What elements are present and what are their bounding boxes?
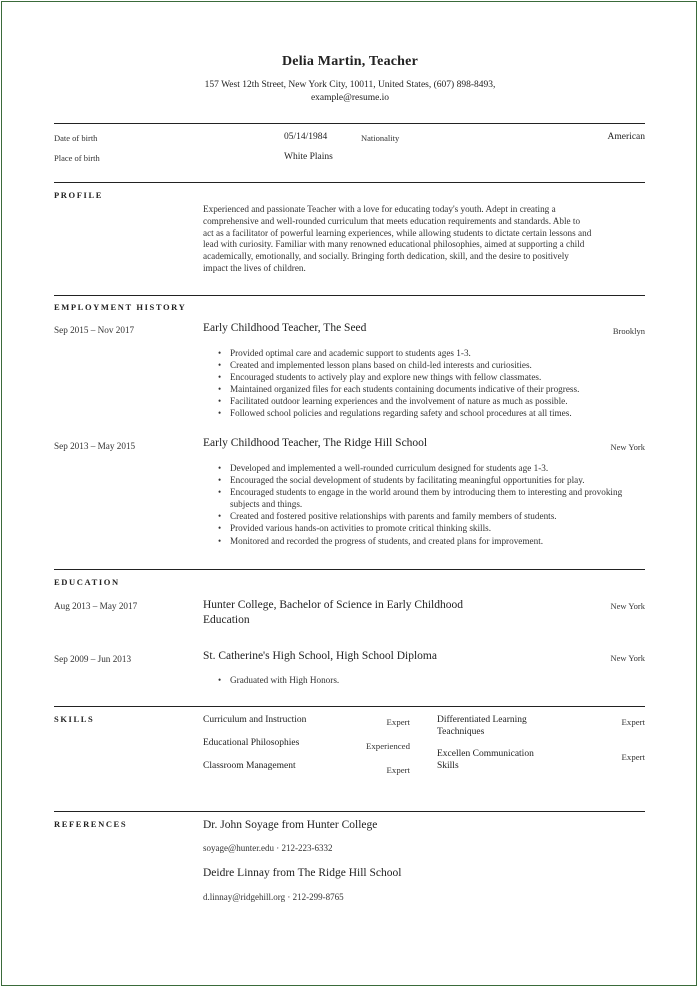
- list-item: • Encouraged students to engage in the world around them by introducing them to interesting and provoking subjects and things.: [216, 486, 641, 510]
- pob-label: Place of birth: [54, 153, 100, 163]
- job-city: New York: [610, 442, 645, 452]
- reference-name: Dr. John Soyage from Hunter College: [203, 819, 378, 831]
- nationality-value: American: [607, 132, 645, 142]
- dob-label: Date of birth: [54, 133, 98, 143]
- skill-level: Expert: [621, 717, 645, 727]
- education-title-line: Hunter College, Bachelor of Science in Early Childhood: [203, 599, 463, 611]
- skill-name: Classroom Management: [203, 761, 296, 771]
- dob-value: 05/14/1984: [284, 132, 328, 142]
- divider: [54, 182, 645, 183]
- education-title: St. Catherine's High School, High School Diploma: [203, 650, 437, 662]
- employment-heading: EMPLOYMENT HISTORY: [54, 302, 187, 312]
- job-title: Early Childhood Teacher, The Seed: [203, 322, 367, 334]
- skill-name: Curriculum and Instruction: [203, 715, 307, 725]
- education-city: New York: [610, 601, 645, 611]
- divider: [54, 569, 645, 570]
- education-dates: Aug 2013 – May 2017: [54, 601, 138, 611]
- skill-level: Expert: [386, 765, 410, 775]
- skill-level: Expert: [621, 752, 645, 762]
- profile-line: impact the lives of children.: [203, 262, 306, 273]
- skill-name-line: Excellen Communication: [437, 749, 534, 759]
- skill-name-line: Differentiated Learning: [437, 715, 527, 725]
- profile-line: academically, emotionally, and socially. Bringing forth dedication, skill, and the desire to positively: [203, 251, 569, 262]
- profile-line: Experienced and passionate Teacher with a love for educating today's youth. Adept in creating a: [203, 204, 556, 214]
- list-item: • Graduated with High Honors.: [216, 674, 516, 686]
- skill-level: Expert: [386, 717, 410, 727]
- job-dates: Sep 2013 – May 2015: [54, 441, 136, 451]
- skill-name-line: Skills: [437, 761, 459, 771]
- divider: [54, 123, 645, 124]
- job-bullets: [216, 347, 646, 420]
- job-title: Early Childhood Teacher, The Ridge Hill School: [203, 437, 428, 449]
- resume-name: Delia Martin, Teacher: [281, 54, 418, 69]
- job-dates: Sep 2015 – Nov 2017: [54, 325, 135, 335]
- profile-line: comprehensive and well-rounded curriculum that meets education requirements and standards. Able to: [203, 215, 581, 226]
- profile-heading: PROFILE: [54, 190, 103, 200]
- list-item: • Created and fostered positive relationships with parents and family members of students.: [216, 510, 641, 522]
- skills-heading: SKILLS: [54, 714, 95, 724]
- list-item: • Encouraged students to actively play and explore new things with fellow classmates.: [216, 371, 646, 383]
- list-item: • Encouraged the social development of students by facilitating meaningful opportunities for play.: [216, 474, 641, 486]
- education-heading: EDUCATION: [54, 577, 120, 587]
- list-item: • Developed and implemented a well-rounded curriculum designed for students age 1-3.: [216, 462, 641, 474]
- divider: [54, 706, 645, 707]
- list-item: • Created and implemented lesson plans based on child-led interests and curiosities.: [216, 359, 646, 371]
- skill-name: [437, 714, 527, 738]
- list-item: • Maintained organized files for each students containing documents indicative of their progress.: [216, 383, 646, 395]
- list-item: • Monitored and recorded the progress of students, and created plans for improvement.: [216, 535, 641, 547]
- skill-name: [437, 748, 534, 772]
- profile-line: lead with curiosity. Familiar with many renowned educational philosophies, aimed at supporting a child: [203, 239, 585, 250]
- address-line-2: example@resume.io: [310, 93, 390, 103]
- skill-name-line: Teachniques: [437, 727, 485, 737]
- profile-line: act as a facilitator of powerful learning experiences, while allowing students to dictate certain lessons and: [203, 227, 592, 238]
- education-dates: Sep 2009 – Jun 2013: [54, 654, 132, 664]
- education-title: [203, 598, 463, 628]
- list-item: • Provided various hands-on activities to promote critical thinking skills.: [216, 522, 641, 534]
- list-item: • Facilitated outdoor learning experiences and the involvement of nature as much as possible.: [216, 395, 646, 407]
- divider: [54, 295, 645, 296]
- education-city: New York: [610, 653, 645, 663]
- address-line-1: 157 West 12th Street, New York City, 10011, United States, (607) 898-8493,: [204, 80, 496, 90]
- list-item: • Followed school policies and regulations regarding safety and school procedures at all times.: [216, 407, 646, 419]
- profile-text: [203, 204, 653, 275]
- reference-name: Deidre Linnay from The Ridge Hill School: [203, 867, 402, 879]
- list-item: • Provided optimal care and academic support to students ages 1-3.: [216, 347, 646, 359]
- skill-level: Experienced: [366, 741, 410, 751]
- skill-name: Educational Philosophies: [203, 738, 300, 748]
- reference-contact: d.linnay@ridgehill.org · 212-299-8765: [203, 892, 344, 902]
- education-bullets: [216, 674, 516, 686]
- nationality-label: Nationality: [361, 133, 400, 143]
- pob-value: White Plains: [284, 152, 333, 162]
- resume-address: [120, 79, 580, 105]
- job-bullets: [216, 462, 641, 547]
- reference-contact: soyage@hunter.edu · 212-223-6332: [203, 843, 333, 853]
- references-heading: REFERENCES: [54, 819, 128, 829]
- education-title-line: Education: [203, 614, 250, 626]
- divider: [54, 811, 645, 812]
- job-city: Brooklyn: [612, 326, 645, 336]
